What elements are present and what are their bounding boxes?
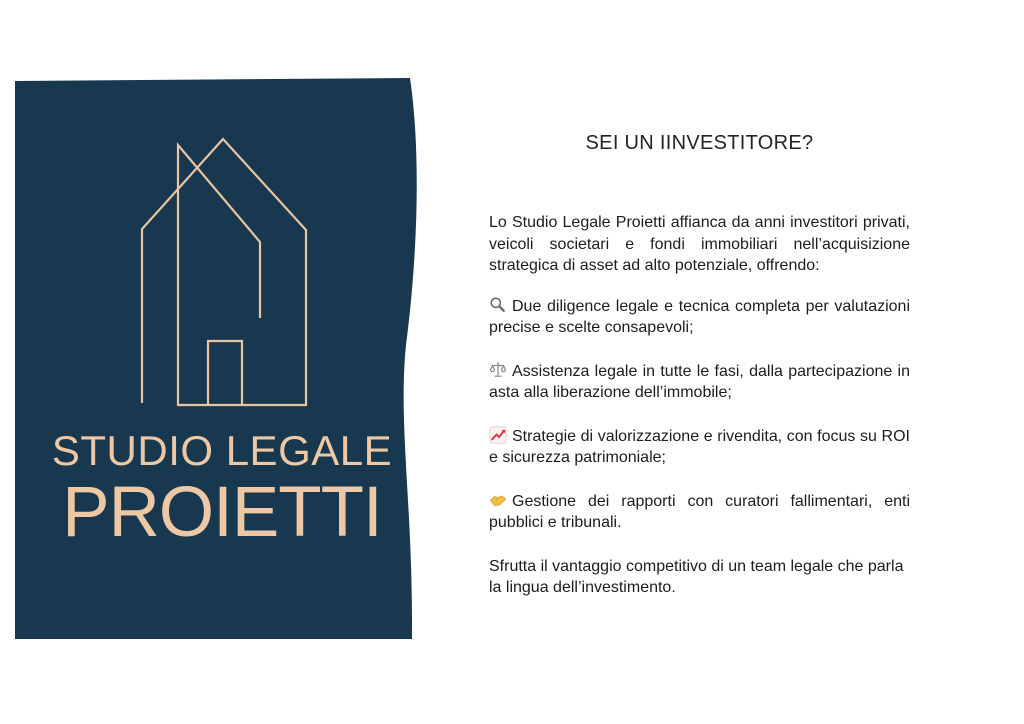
chart-up-icon [489, 426, 507, 444]
scales-icon [489, 361, 507, 379]
bullet-text: Gestione dei rapporti con curatori fallimentari, enti pubblici e tribunali. [489, 492, 910, 531]
handshake-icon [489, 491, 507, 509]
brand-name-line1: STUDIO LEGALE [51, 427, 393, 474]
bullet-assistenza [489, 361, 910, 404]
magnifier-icon [489, 296, 507, 314]
bullet-text: Assistenza legale in tutte le fasi, dalla partecipazione in asta alla liberazione dell’immobile; [489, 362, 910, 401]
bullet-text: Strategie di valorizzazione e rivendita, con focus su ROI e sicurezza patrimoniale; [489, 427, 910, 466]
bullet-text: Due diligence legale e tecnica completa per valutazioni precise e scelte consapevoli; [489, 297, 910, 336]
bullet-strategie [489, 426, 910, 469]
bullet-due-diligence [489, 296, 910, 339]
content-column [489, 131, 910, 599]
brand-name-line2: PROIETTI [62, 473, 382, 552]
panel-shape [15, 78, 417, 639]
bullet-gestione [489, 491, 910, 534]
intro-paragraph: Lo Studio Legale Proietti affianca da anni investitori privati, veicoli societari e fondi immobiliari nell’acquisizione strategica di asset ad alto potenziale, offrendo: [489, 214, 910, 274]
closing-paragraph: Sfrutta il vantaggio competitivo di un team legale che parla la lingua dell’investimento. [489, 557, 904, 596]
headline: SEI UN IINVESTITORE? [585, 132, 814, 154]
